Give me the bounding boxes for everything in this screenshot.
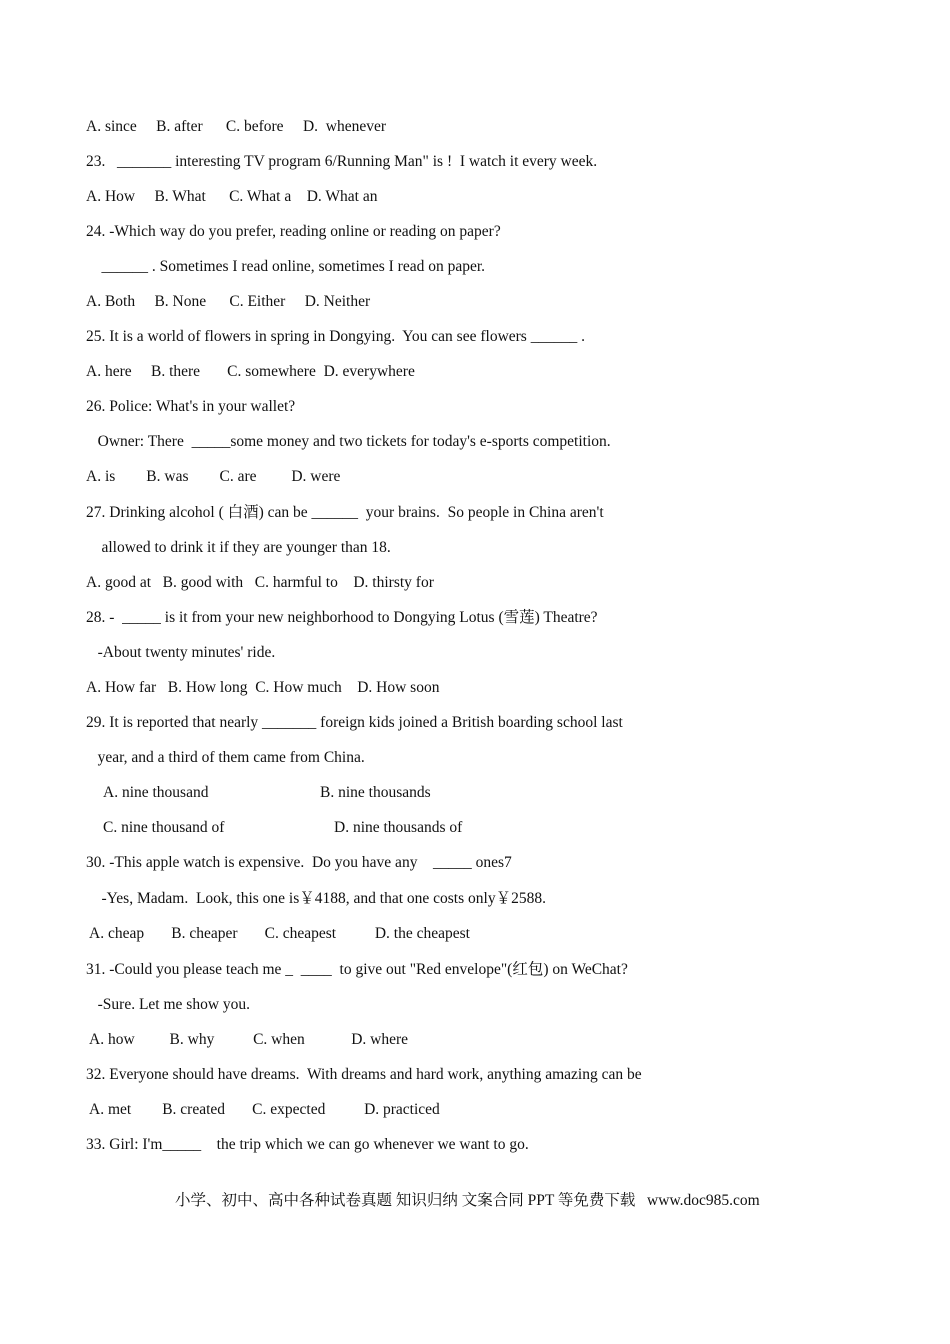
q32-options: A. met B. created C. expected D. practiced <box>86 1101 440 1118</box>
q30-answer: -Yes, Madam. Look, this one is￥4188, and that one costs only￥2588. <box>86 890 546 907</box>
q26-options: A. is B. was C. are D. were <box>86 468 341 485</box>
q23-question: 23. _______ interesting TV program 6/Running Man" is ! I watch it every week. <box>86 153 598 170</box>
q29-question-cont: year, and a third of them came from China. <box>86 749 365 766</box>
q31-answer: -Sure. Let me show you. <box>86 996 251 1013</box>
q25-options: A. here B. there C. somewhere D. everywhere <box>86 363 415 380</box>
q30-options: A. cheap B. cheaper C. cheapest D. the cheapest <box>86 925 470 942</box>
q27-question-cont: allowed to drink it if they are younger than 18. <box>86 539 391 556</box>
q24-question: 24. -Which way do you prefer, reading online or reading on paper? <box>86 223 501 240</box>
q32-question: 32. Everyone should have dreams. With dreams and hard work, anything amazing can be <box>86 1066 642 1083</box>
q27-question: 27. Drinking alcohol ( 白酒) can be ______ your brains. So people in China aren't <box>86 504 604 521</box>
footer-advert: 小学、初中、高中各种试卷真题 知识归纳 文案合同 PPT 等免费下载 www.doc985.com <box>175 1192 760 1209</box>
q31-question: 31. -Could you please teach me _ ____ to give out "Red envelope"(红包) on WeChat? <box>86 961 628 978</box>
q25-question: 25. It is a world of flowers in spring in Dongying. You can see flowers ______ . <box>86 328 585 345</box>
q28-answer: -About twenty minutes' ride. <box>86 644 276 661</box>
q29-option-b: B. nine thousands <box>320 784 431 801</box>
q28-question: 28. - _____ is it from your new neighborhood to Dongying Lotus (雪莲) Theatre? <box>86 609 598 626</box>
q26-answer: Owner: There _____some money and two tickets for today's e-sports competition. <box>86 433 611 450</box>
q30-question: 30. -This apple watch is expensive. Do you have any _____ ones7 <box>86 854 512 871</box>
q29-option-d: D. nine thousands of <box>334 819 463 836</box>
q29-question: 29. It is reported that nearly _______ foreign kids joined a British boarding school last <box>86 714 623 731</box>
q23-options: A. How B. What C. What a D. What an <box>86 188 378 205</box>
q26-question: 26. Police: What's in your wallet? <box>86 398 296 415</box>
q24-answer: ______ . Sometimes I read online, sometimes I read on paper. <box>86 258 486 275</box>
q24-options: A. Both B. None C. Either D. Neither <box>86 293 371 310</box>
q29-option-a: A. nine thousand <box>103 784 209 801</box>
q31-options: A. how B. why C. when D. where <box>86 1031 409 1048</box>
q29-option-c: C. nine thousand of <box>103 819 225 836</box>
q28-options: A. How far B. How long C. How much D. How soon <box>86 679 440 696</box>
q33-question: 33. Girl: I'm_____ the trip which we can go whenever we want to go. <box>86 1136 529 1153</box>
q27-options: A. good at B. good with C. harmful to D. thirsty for <box>86 574 434 591</box>
q22-options: A. since B. after C. before D. whenever <box>86 118 387 135</box>
